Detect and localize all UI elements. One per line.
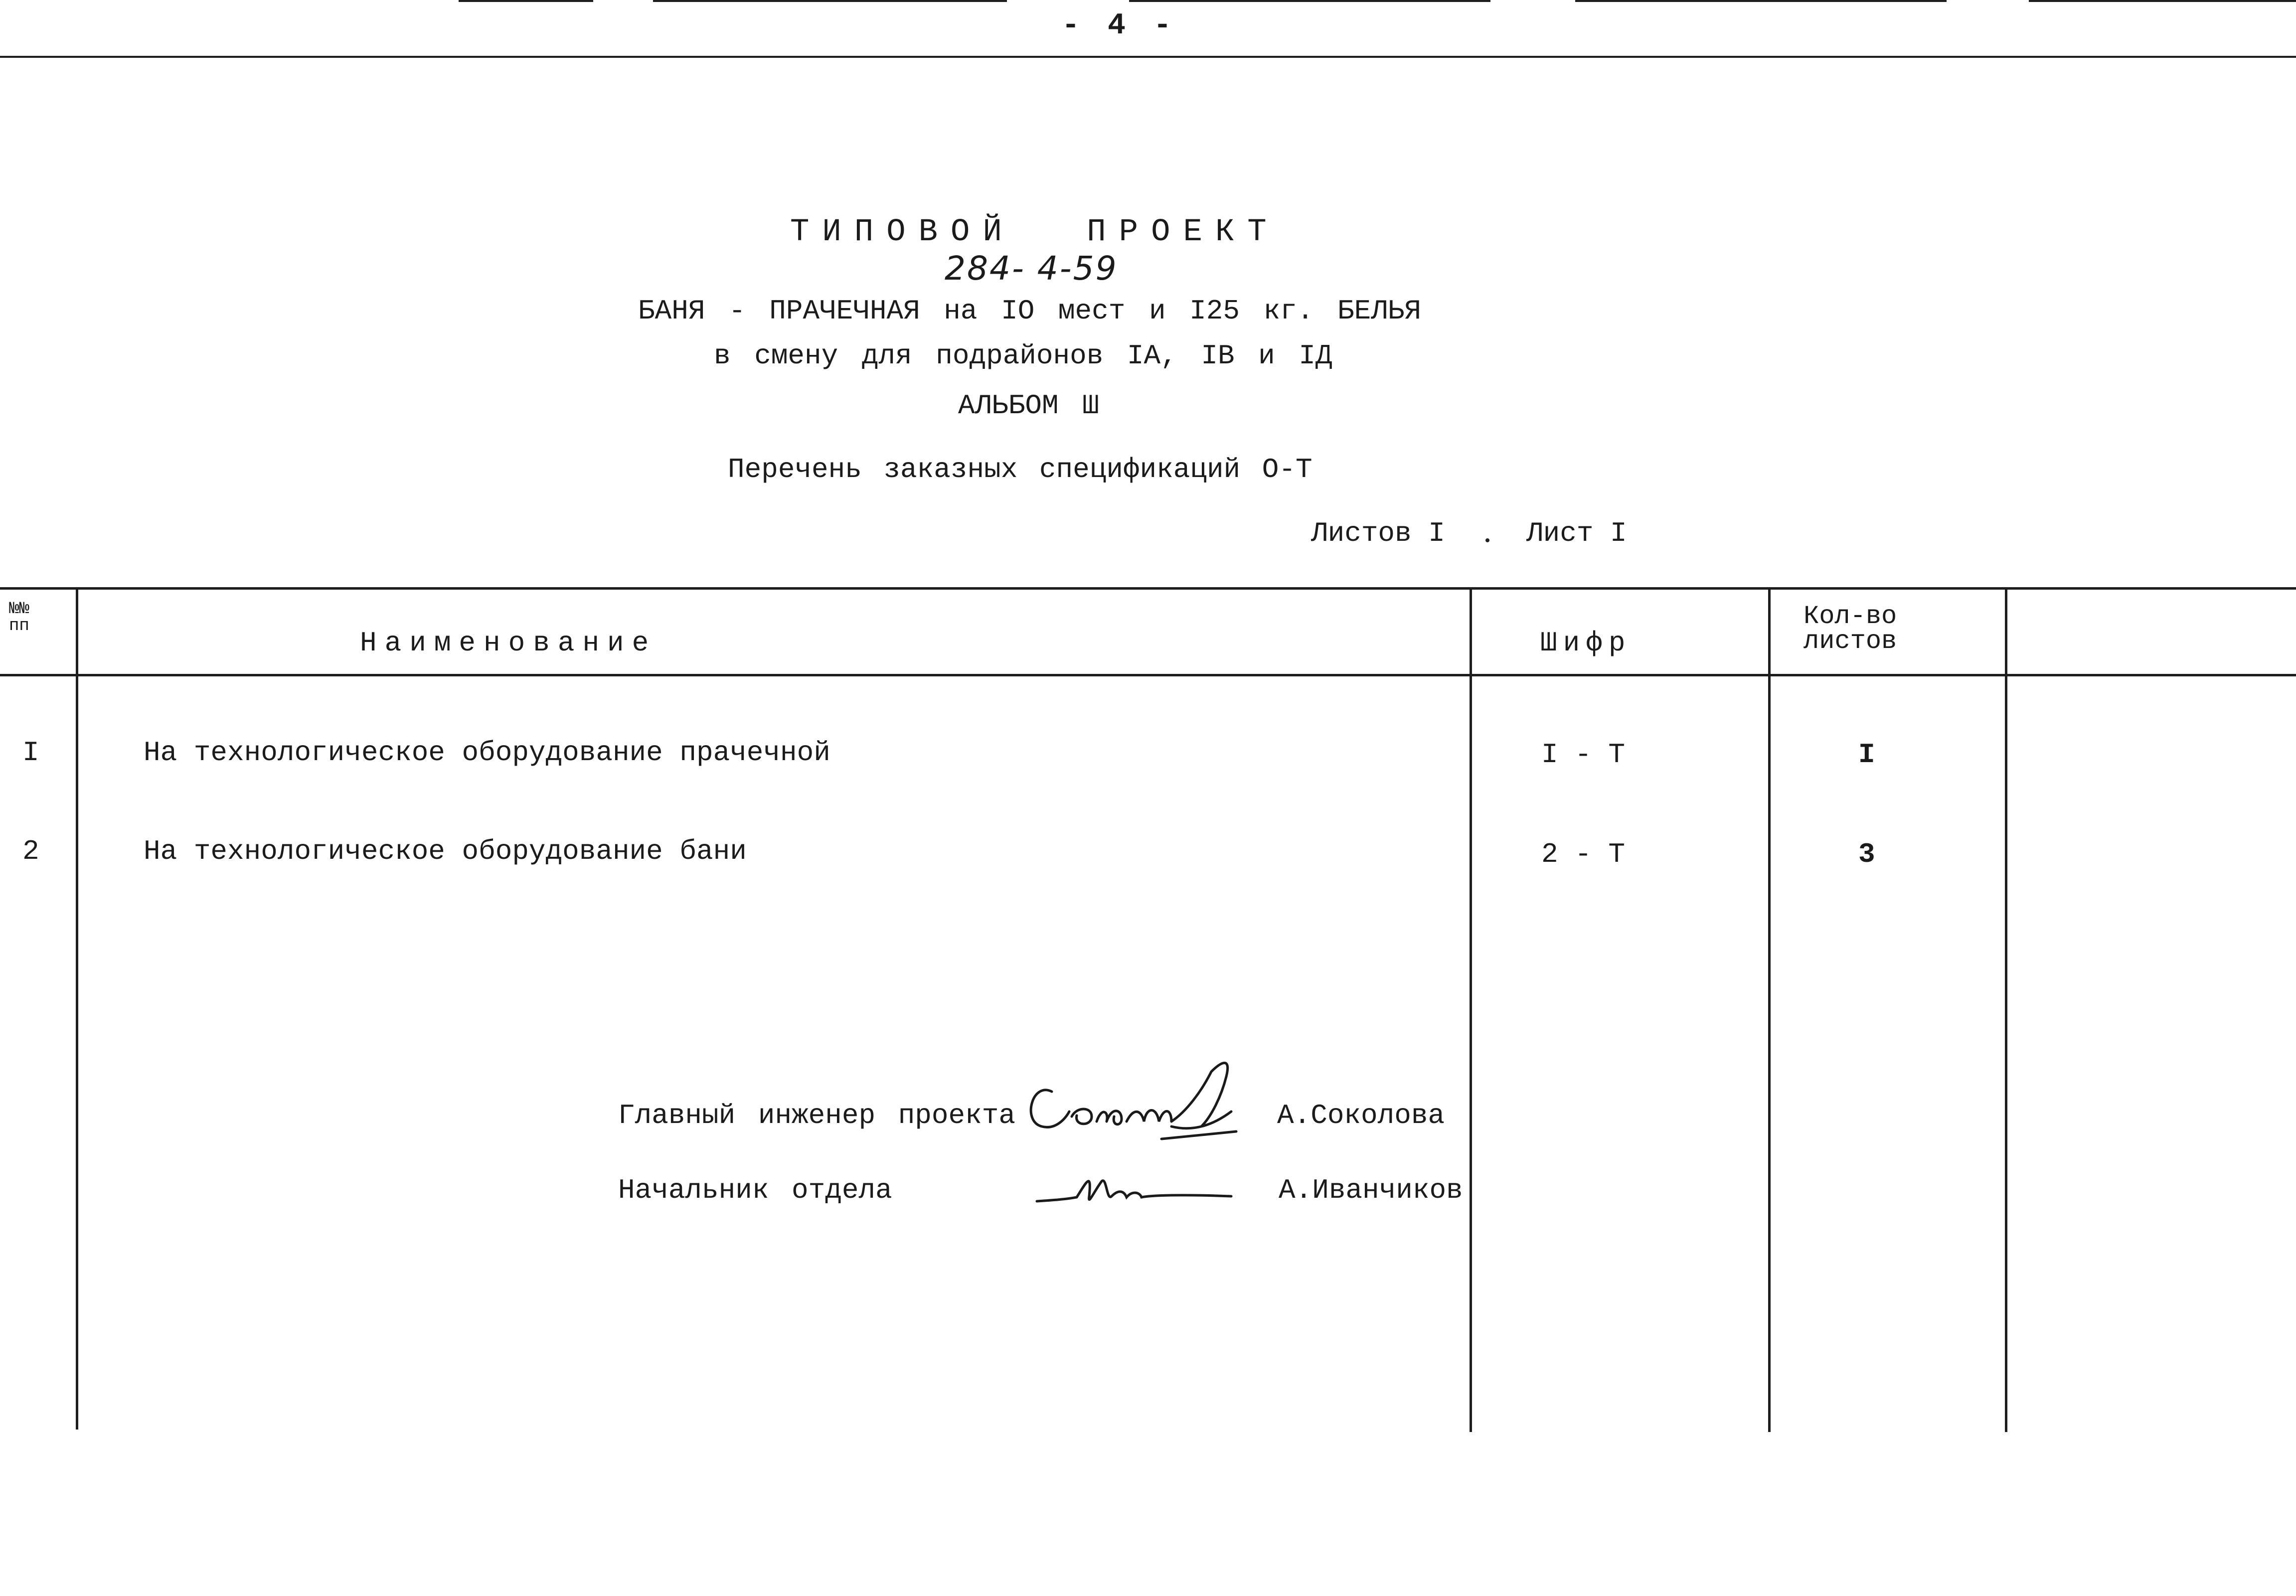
header-rule: [0, 56, 2296, 58]
header-quantity-line1: Кол-во: [1804, 602, 1897, 631]
row-quantity: I: [1858, 739, 1875, 771]
page-number: - 4 -: [1062, 9, 1177, 43]
row-code: 2 - Т: [1541, 838, 1626, 870]
list-title: Перечень заказных спецификаций О-Т: [728, 454, 1312, 485]
column-divider: [2005, 587, 2007, 1432]
album-label: АЛЬБОМ Ш: [958, 390, 1099, 422]
column-divider: [76, 587, 78, 1430]
header-number-line2: пп: [9, 617, 29, 636]
header-number-line1: №№: [9, 600, 29, 619]
table-top-border: [0, 587, 2296, 590]
top-rule-fragment: [653, 0, 1007, 2]
sheets-total: Листов I: [1311, 517, 1445, 549]
signature-name: А.Иванчиков: [1279, 1174, 1463, 1206]
header-name: Наименование: [360, 627, 657, 659]
handwritten-signature: [1022, 1052, 1301, 1156]
document-heading: ТИПОВОЙ ПРОЕКТ: [790, 214, 1280, 250]
header-quantity: [1804, 604, 1897, 654]
top-rule-fragment: [1575, 0, 1947, 2]
row-name: На технологическое оборудование бани: [144, 835, 747, 867]
row-quantity: 3: [1858, 838, 1875, 870]
header-number: [9, 601, 29, 635]
top-rule-fragment: [1129, 0, 1490, 2]
sheets-current: Лист I: [1526, 517, 1627, 549]
header-code: Шифр: [1540, 627, 1632, 659]
signature-role: Начальник отдела: [618, 1174, 892, 1206]
project-title-line2: в смену для подрайонов IA, IB и IД: [714, 340, 1332, 372]
column-divider: [1470, 587, 1472, 1432]
row-number: 2: [22, 835, 39, 867]
handwritten-signature: [1032, 1161, 1241, 1221]
project-title-line1: БАНЯ - ПРАЧЕЧНАЯ на IO мест и I25 кг. БЕЛЬЯ: [638, 295, 1422, 327]
row-number: I: [22, 737, 39, 769]
table-header-border: [0, 674, 2296, 676]
row-code: I - Т: [1541, 739, 1626, 771]
separator-dot: [1485, 538, 1489, 542]
project-number: 284- 4-59: [945, 249, 1118, 288]
signature-name: А.Соколова: [1277, 1100, 1445, 1131]
signature-role: Главный инженер проекта: [618, 1100, 1015, 1131]
header-quantity-line2: листов: [1804, 627, 1897, 656]
column-divider: [1768, 587, 1771, 1432]
row-name: На технологическое оборудование прачечной: [144, 737, 830, 769]
top-rule-fragment: [459, 0, 593, 2]
top-rule-fragment: [2029, 0, 2296, 2]
